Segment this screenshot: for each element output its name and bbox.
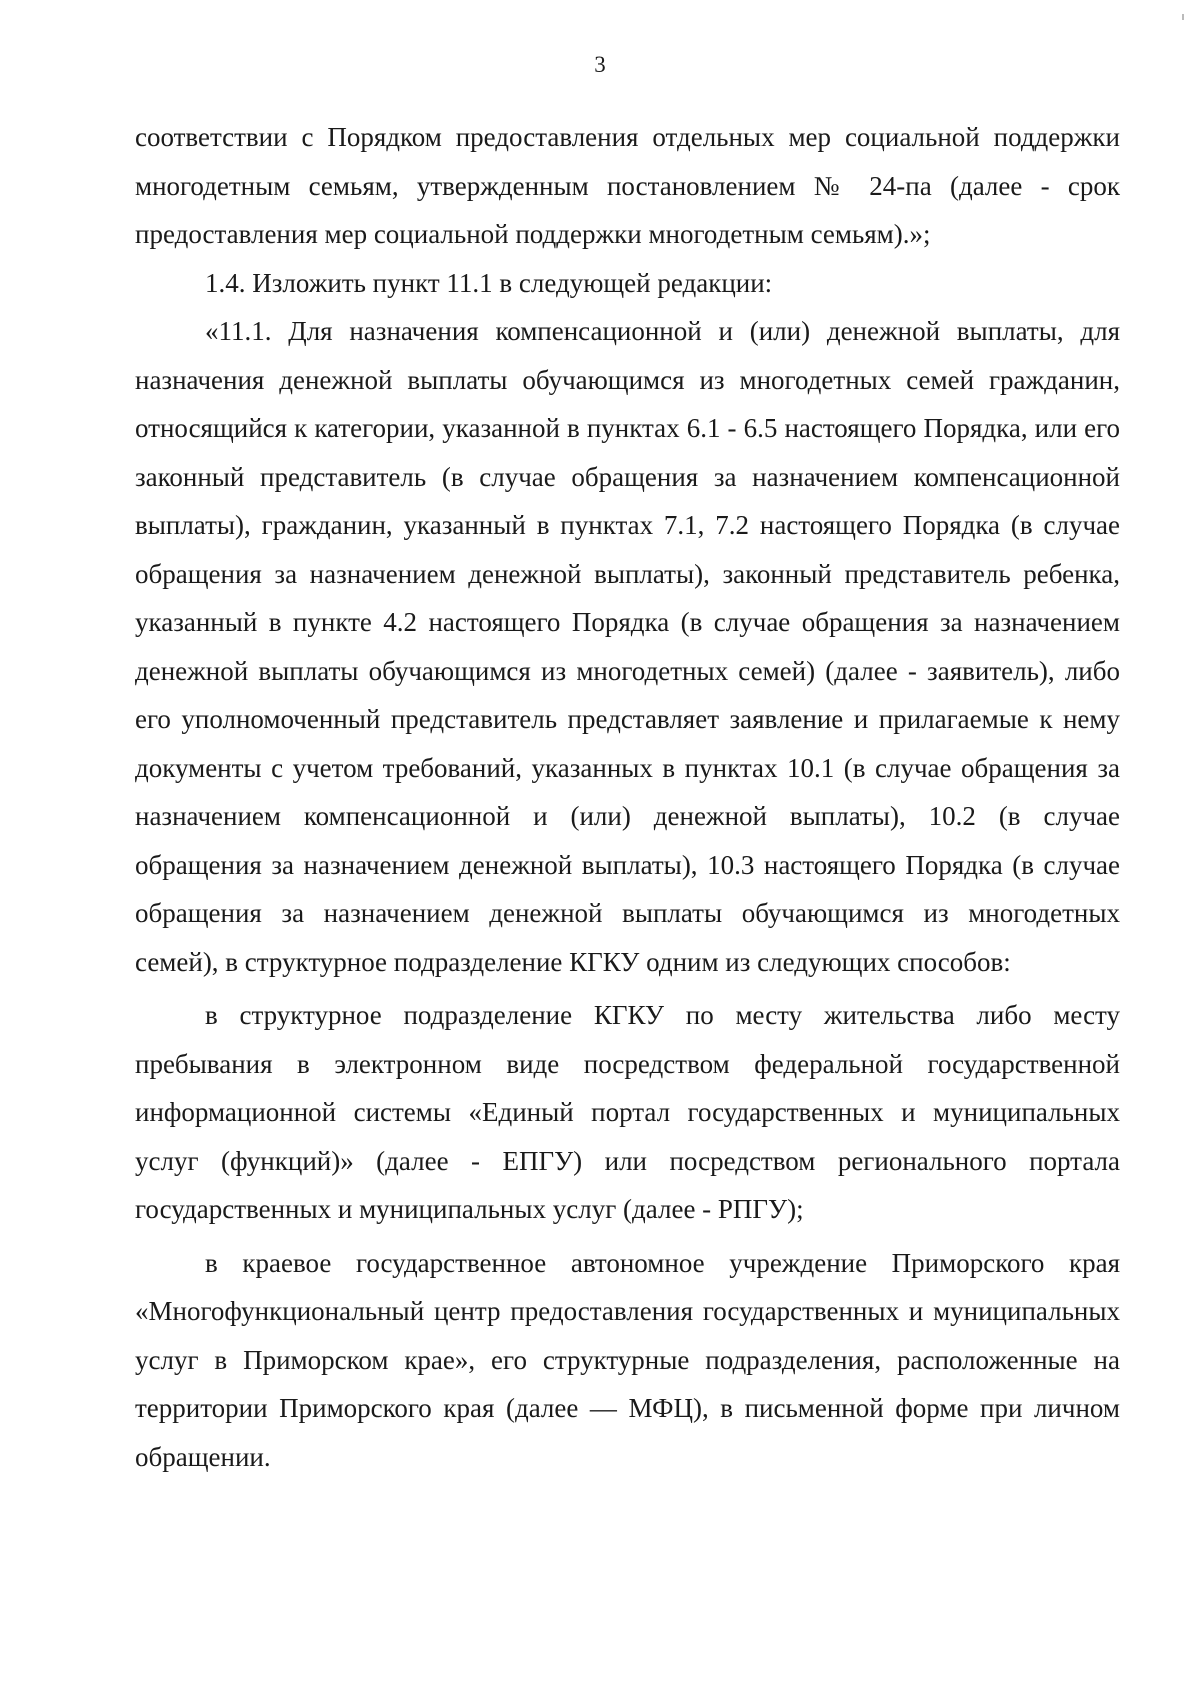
document-body <box>135 113 1120 1481</box>
paragraph-method-epgu: в структурное подразделение КГКУ по месту жительства либо месту пребывания в электронном виде посредством федеральной государственной информационной системы «Единый портал государственных и муниципальных услуг (функций)» (далее - ЕПГУ) или посредством регионального портала государственных и муниципальных услуг (далее - РПГУ); <box>135 1000 1120 1224</box>
paragraph-continuation: соответствии с Порядком предоставления отдельных мер социальной поддержки многодетным семьям, утвержденным постановлением № 24-па (далее - срок предоставления мер социальной поддержки многодетным семьям).»; <box>135 122 1120 249</box>
paragraph-amendment-1-4: 1.4. Изложить пункт 11.1 в следующей редакции: <box>205 267 773 298</box>
page-number: 3 <box>594 52 606 77</box>
paragraph-method-mfc: в краевое государственное автономное учреждение Приморского края «Многофункциональный центр предоставления государственных и муниципальных услуг в Приморском крае», его структурные подразделения, расположенные на территории Приморского края (далее — МФЦ), в письменной форме при личном обращении. <box>135 1247 1120 1472</box>
scan-edge-mark <box>1182 14 1184 20</box>
paragraph-clause-11-1: «11.1. Для назначения компенсационной и (или) денежной выплаты, для назначения денежной выплаты обучающимся из многодетных семей гражданин, относящийся к категории, указанной в пунктах 6.1 - 6.5 настоящего Порядка, или его законный представитель (в случае обращения за назначением компенсационной выплаты), гражданин, указанный в пунктах 7.1, 7.2 настоящего Порядка (в случае обращения за назначением денежной выплаты), законный представитель ребенка, указанный в пункте 4.2 настоящего Порядка (в случае обращения за назначением денежной выплаты обучающимся из многодетных семей) (далее - заявитель), либо его уполномоченный представитель представляет заявление и прилагаемые к нему документы с учетом требований, указанных в пунктах 10.1 (в случае обращения за назначением компенсационной и (или) денежной выплаты), 10.2 (в случае обращения за назначением денежной выплаты), 10.3 настоящего Порядка (в случае обращения за назначением денежной выплаты обучающимся из многодетных семей), в структурное подразделение КГКУ одним из следующих способов: <box>135 316 1120 977</box>
